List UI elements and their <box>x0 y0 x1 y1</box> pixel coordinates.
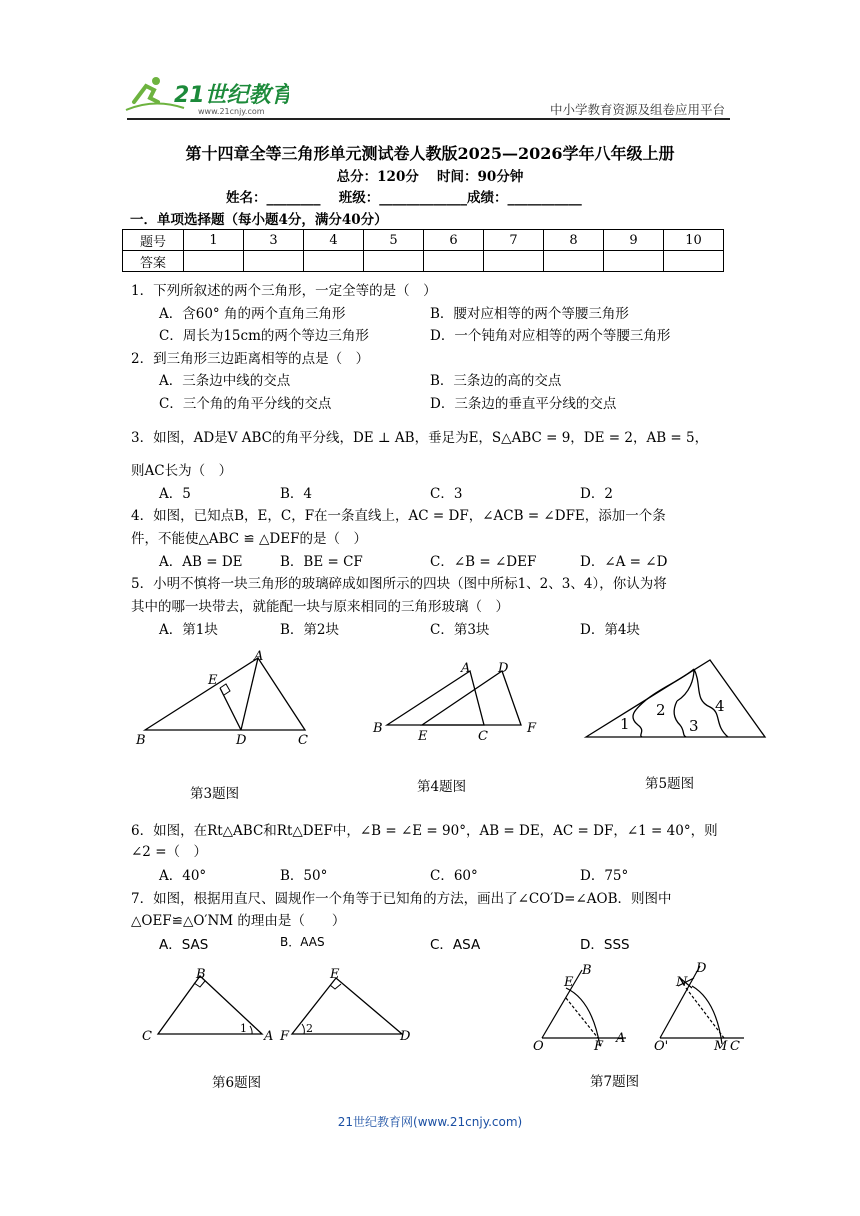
figure-5-caption: 第5题图 <box>645 776 695 792</box>
question-1-option-b: B．腰对应相等的两个等腰三角形 <box>430 306 629 322</box>
figure-6a-label: B <box>196 967 206 982</box>
question-7-option-a: A．SAS <box>159 937 209 953</box>
figure-5-label: 2 <box>656 701 666 719</box>
question-5-option-d: D．第4块 <box>580 622 640 638</box>
question-3-stem-line1: 3．如图，AD是V ABC的角平分线，DE ⊥ AB，垂足为E，S△ABC = 9，DE = 2，AB = 5， <box>131 430 709 446</box>
table-cell: 8 <box>544 230 604 251</box>
table-cell: 答案 <box>123 251 184 272</box>
figure-6b-diagram <box>276 966 416 1046</box>
table-cell: 题号 <box>123 230 184 251</box>
question-1-option-a: A．含60° 角的两个直角三角形 <box>159 306 346 322</box>
figure-3-caption: 第3题图 <box>190 786 240 802</box>
figure-5-label: 4 <box>715 697 725 715</box>
question-7-stem-line1: 7．如图，根据用直尺、圆规作一个角等于已知角的方法，画出了∠CO′D=∠AOB．则图中 <box>131 891 672 907</box>
header-divider <box>127 118 730 120</box>
question-3-stem-line2: 则AC长为（ ） <box>131 463 233 479</box>
figure-3-label: A <box>254 649 264 664</box>
figure-4-label: F <box>527 721 537 736</box>
question-5-stem-line2: 其中的哪一块带去，就能配一块与原来相同的三角形玻璃（ ） <box>131 599 509 615</box>
question-3-option-a: A．5 <box>159 486 191 502</box>
figure-7b-label: C <box>730 1039 740 1054</box>
question-2-option-d: D．三条边的垂直平分线的交点 <box>430 396 617 412</box>
footer-link[interactable]: 21世纪教育网(www.21cnjy.com) <box>337 1115 523 1129</box>
answer-cell[interactable] <box>424 251 484 272</box>
answer-cell[interactable] <box>364 251 424 272</box>
figure-4-label: D <box>498 661 509 676</box>
table-cell: 6 <box>424 230 484 251</box>
question-6-option-b: B．50° <box>280 868 328 884</box>
figure-7b-label: N <box>676 975 688 990</box>
figure-6a-diagram <box>138 966 278 1046</box>
question-6-stem-line2: ∠2 =（ ） <box>131 844 208 860</box>
question-3-option-c: C．3 <box>430 486 463 502</box>
figure-6b-label: E <box>330 967 340 982</box>
question-5-stem-line1: 5．小明不慎将一块三角形的玻璃碎成如图所示的四块（图中所标1、2、3、4），你认为将 <box>131 576 667 592</box>
figure-6b-label: 2 <box>306 1022 313 1035</box>
figure-7a-label: A <box>616 1031 626 1046</box>
question-7-option-c: C．ASA <box>430 937 481 953</box>
question-7-stem-line2: △OEF≌△O′NM 的理由是（ ） <box>131 913 346 929</box>
figure-7a-label: E <box>564 975 574 990</box>
figure-5-label: 3 <box>689 717 699 735</box>
runner-icon <box>134 86 158 102</box>
section-heading: 一．单项选择题（每小题4分，满分40分） <box>130 212 388 228</box>
answer-cell[interactable] <box>184 251 244 272</box>
figure-4-label: B <box>373 721 383 736</box>
answer-table-answer-row <box>123 251 724 272</box>
figure-6a-label: 1 <box>240 1022 247 1035</box>
site-logo <box>124 72 289 117</box>
figure-7-caption: 第7题图 <box>590 1074 640 1090</box>
question-5-option-c: C．第3块 <box>430 622 490 638</box>
table-cell: 1 <box>184 230 244 251</box>
figure-3-diagram <box>130 648 330 748</box>
table-cell: 4 <box>304 230 364 251</box>
figure-7b-label: O' <box>654 1039 669 1054</box>
figure-4-diagram <box>370 655 550 745</box>
page-title: 第十四章全等三角形单元测试卷人教版2025—2026学年八年级上册 <box>185 144 675 163</box>
figure-4-label: C <box>478 729 488 744</box>
figure-7b-label: M <box>714 1039 728 1054</box>
table-cell: 10 <box>664 230 724 251</box>
question-1-option-c: C．周长为15cm的两个等边三角形 <box>159 328 369 344</box>
question-2-option-a: A．三条边中线的交点 <box>159 373 291 389</box>
answer-table-header-row <box>123 230 724 251</box>
figure-3-label: D <box>236 733 247 748</box>
answer-cell[interactable] <box>544 251 604 272</box>
question-2-option-b: B．三条边的高的交点 <box>430 373 562 389</box>
figure-7b-label: D <box>696 961 707 976</box>
figure-3-label: C <box>298 733 308 748</box>
question-5-option-b: B．第2块 <box>280 622 340 638</box>
figure-6b-label: D <box>400 1029 411 1044</box>
figure-5-label: 1 <box>620 715 630 733</box>
answer-cell[interactable] <box>304 251 364 272</box>
figure-6-caption: 第6题图 <box>212 1075 262 1091</box>
question-4-option-c: C．∠B = ∠DEF <box>430 554 537 570</box>
answer-cell[interactable] <box>484 251 544 272</box>
question-6-stem-line1: 6．如图，在Rt△ABC和Rt△DEF中，∠B = ∠E = 90°，AB = DE，AC = DF，∠1 = 40°，则 <box>131 823 718 839</box>
answer-cell[interactable] <box>664 251 724 272</box>
figure-3-label: B <box>136 733 146 748</box>
figure-6a-label: A <box>264 1029 274 1044</box>
exam-subtitle: 总分：120分 时间：90分钟 <box>336 169 524 185</box>
question-6-option-a: A．40° <box>159 868 207 884</box>
figure-7a-label: F <box>594 1039 604 1054</box>
question-7-option-b: B．AAS <box>280 935 325 949</box>
answer-table <box>122 229 724 272</box>
question-4-option-b: B．BE = CF <box>280 554 363 570</box>
question-4-option-a: A．AB = DE <box>159 554 243 570</box>
figure-6b-label: F <box>280 1029 290 1044</box>
student-info-line: 姓名：________ 班级：_____________成绩：___________ <box>226 190 582 206</box>
question-7-option-d: D．SSS <box>580 937 630 953</box>
figure-7a-label: B <box>582 963 592 978</box>
question-1-stem: 1．下列所叙述的两个三角形，一定全等的是（ ） <box>131 283 437 299</box>
question-1-option-d: D．一个钝角对应相等的两个等腰三角形 <box>430 328 671 344</box>
question-4-stem-line1: 4．如图，已知点B，E，C，F在一条直线上，AC = DF，∠ACB = ∠DFE，添加一个条 <box>131 508 666 524</box>
question-2-stem: 2．到三角形三边距离相等的点是（ ） <box>131 351 370 367</box>
figure-4-caption: 第4题图 <box>417 779 467 795</box>
question-4-option-d: D．∠A = ∠D <box>580 554 668 570</box>
answer-cell[interactable] <box>604 251 664 272</box>
question-3-option-b: B．4 <box>280 486 313 502</box>
figure-4-label: A <box>461 661 471 676</box>
figure-7a-diagram <box>530 962 640 1054</box>
question-2-option-c: C．三个角的角平分线的交点 <box>159 396 332 412</box>
question-6-option-c: C．60° <box>430 868 478 884</box>
table-cell: 5 <box>364 230 424 251</box>
figure-6a-label: C <box>142 1029 152 1044</box>
logo-text: 21世纪教育 <box>174 83 289 108</box>
answer-cell[interactable] <box>244 251 304 272</box>
header-platform-text: 中小学教育资源及组卷应用平台 <box>549 102 725 117</box>
table-cell: 9 <box>604 230 664 251</box>
question-6-option-d: D．75° <box>580 868 629 884</box>
figure-4-label: E <box>418 729 428 744</box>
question-3-option-d: D．2 <box>580 486 613 502</box>
figure-7b-diagram <box>650 958 750 1054</box>
logo-url: www.21cnjy.com <box>198 107 265 116</box>
figure-5-diagram <box>582 655 772 745</box>
table-cell: 7 <box>484 230 544 251</box>
question-5-option-a: A．第1块 <box>159 622 218 638</box>
question-4-stem-line2: 件，不能使△ABC ≌ △DEF的是（ ） <box>131 531 367 547</box>
table-cell: 3 <box>244 230 304 251</box>
figure-3-label: E <box>208 673 218 688</box>
figure-7a-label: O <box>533 1039 544 1054</box>
